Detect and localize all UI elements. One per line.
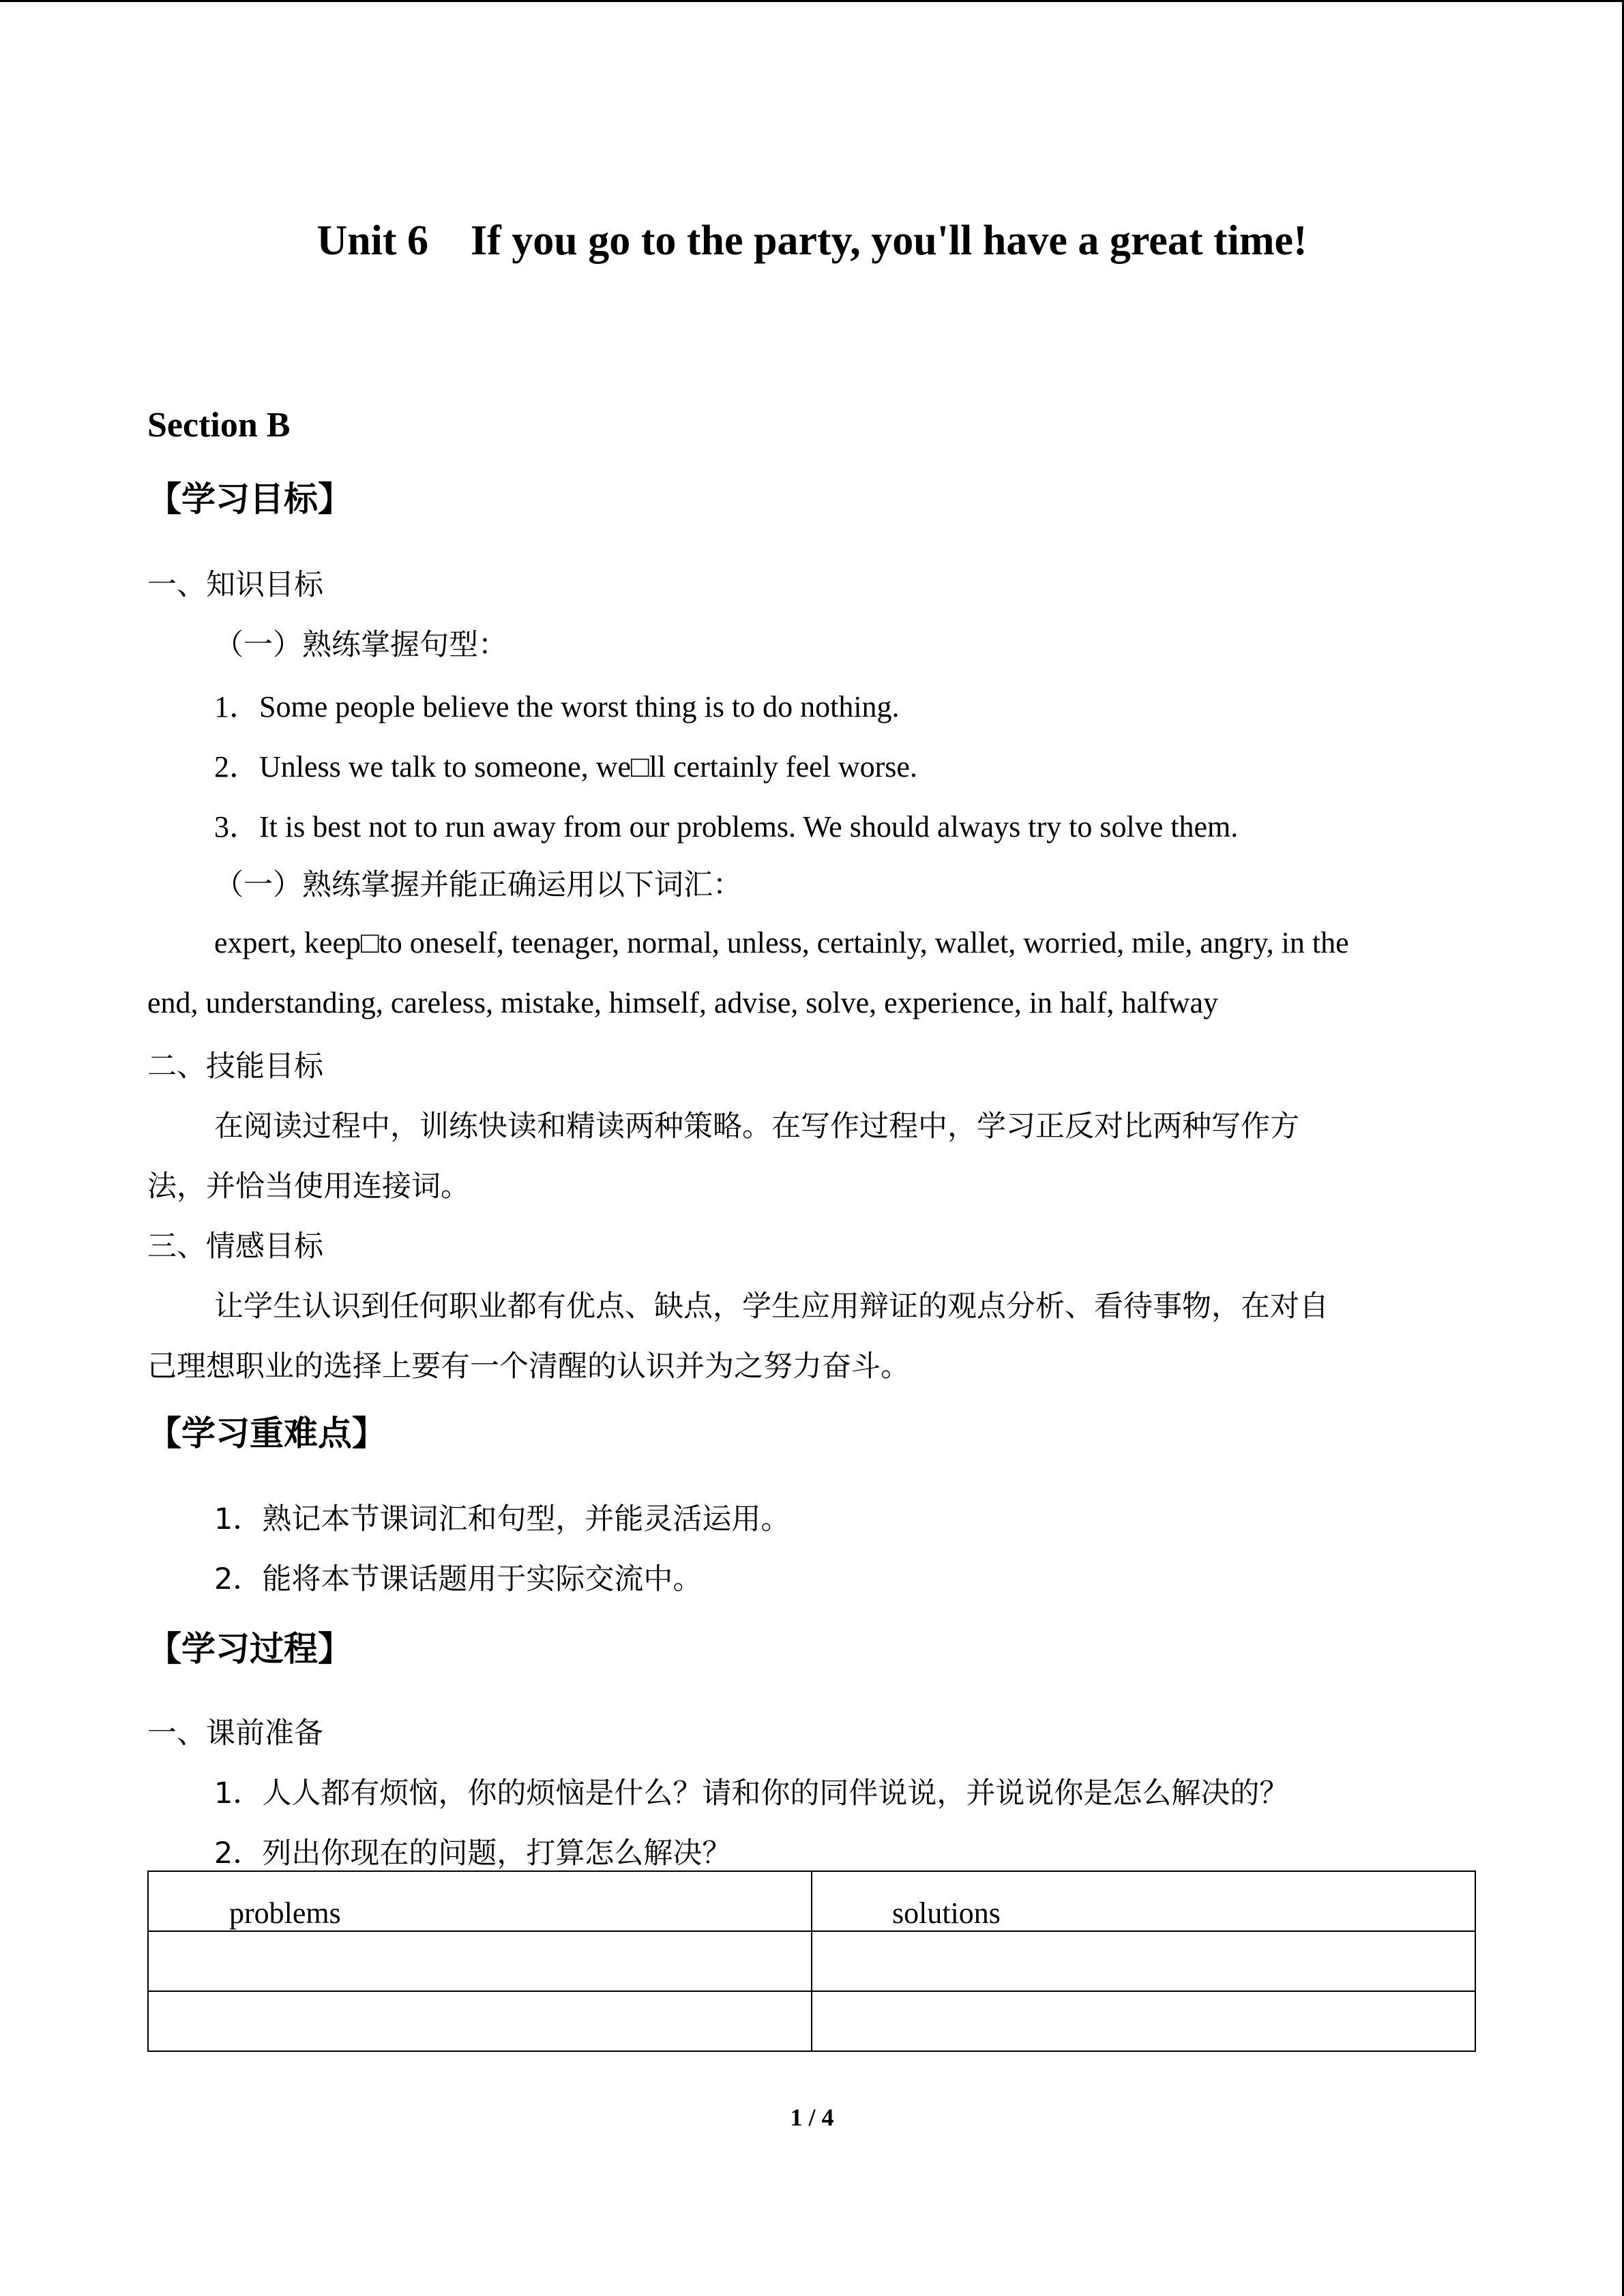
vocab-intro: （一）熟练掌握并能正确运用以下词汇： [214, 868, 742, 902]
table-cell [812, 1931, 1475, 1991]
page-border-top [0, 0, 1624, 2]
key-point-item: 2．能将本节课话题用于实际交流中。 [214, 1562, 703, 1596]
sentence-item: 3．It is best not to run away from our problems. We should always try to solve them. [214, 810, 1239, 844]
vocab-line: end, understanding, careless, mistake, himself, advise, solve, experience, in half, halfway [147, 986, 1219, 1019]
table-header-row [148, 1871, 1475, 1931]
sentences-intro: （一）熟练掌握句型： [214, 628, 507, 662]
emotion-text: 己理想职业的选择上要有一个清醒的认识并为之努力奋斗。 [147, 1350, 910, 1384]
process-heading: 【学习过程】 [147, 1629, 352, 1669]
document-title: Unit 6 If you go to the party, you'll have a great time! [316, 218, 1308, 264]
emotion-heading: 三、情感目标 [147, 1229, 323, 1264]
section-label: Section B [147, 406, 291, 445]
skills-text: 在阅读过程中，训练快读和精读两种策略。在写作过程中，学习正反对比两种写作方 [214, 1109, 1299, 1144]
skills-text: 法，并恰当使用连接词。 [147, 1169, 470, 1204]
table-cell [812, 1991, 1475, 2051]
key-point-item: 1．熟记本节课词汇和句型，并能灵活运用。 [214, 1502, 791, 1536]
page-number: 1 / 4 [790, 2104, 834, 2131]
prep-item: 2．列出你现在的问题，打算怎么解决？ [214, 1836, 732, 1870]
knowledge-heading: 一、知识目标 [147, 568, 323, 602]
table-cell [148, 1991, 812, 2051]
table-header-problems: problems [148, 1871, 812, 1931]
sentence-item: 2．Unless we talk to someone, we□ll certainly feel worse. [214, 750, 917, 784]
table-header-solutions: solutions [812, 1871, 1475, 1931]
table-row [148, 1991, 1475, 2051]
objectives-heading: 【学习目标】 [147, 479, 352, 519]
prep-item: 1．人人都有烦恼，你的烦恼是什么？请和你的同伴说说，并说说你是怎么解决的？ [214, 1776, 1289, 1810]
sentence-item: 1．Some people believe the worst thing is to do nothing. [214, 690, 900, 724]
prep-heading: 一、课前准备 [147, 1716, 323, 1750]
problems-solutions-table [147, 1870, 1476, 2052]
vocab-line: expert, keep□to oneself, teenager, normal, unless, certainly, wallet, worried, mile, angry, in the [214, 926, 1349, 959]
skills-heading: 二、技能目标 [147, 1049, 323, 1084]
key-points-heading: 【学习重难点】 [147, 1414, 386, 1453]
emotion-text: 让学生认识到任何职业都有优点、缺点，学生应用辩证的观点分析、看待事物，在对自 [214, 1289, 1329, 1324]
table-row [148, 1931, 1475, 1991]
table-cell [148, 1931, 812, 1991]
